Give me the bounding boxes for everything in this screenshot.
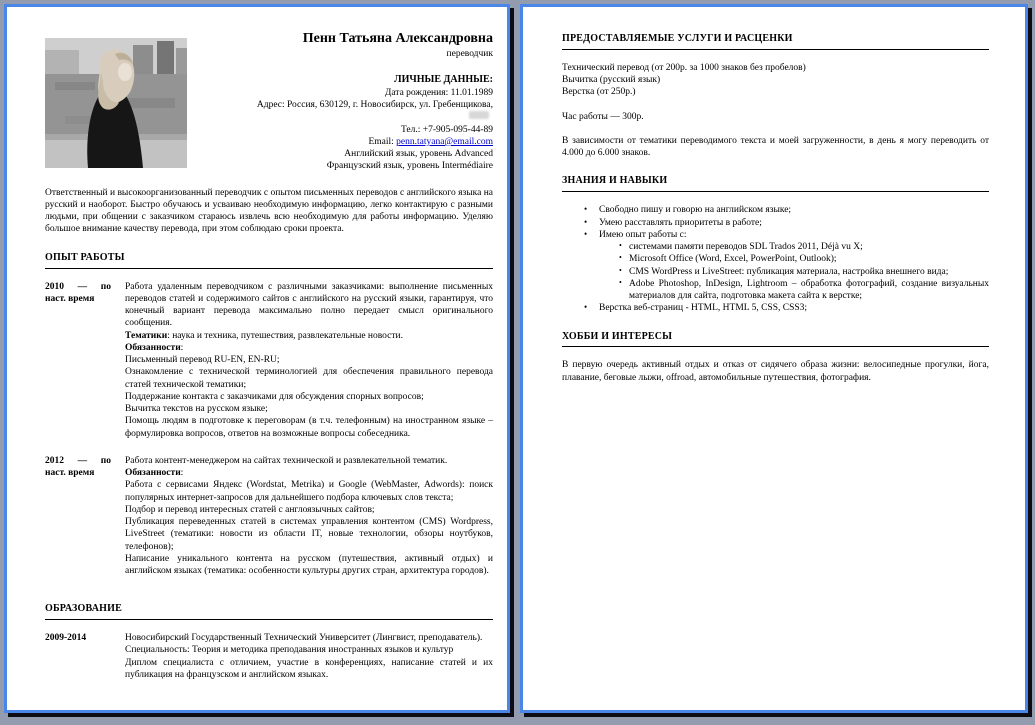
job-line: Письменный перевод RU-EN, EN-RU; <box>125 355 280 366</box>
birth-date: Дата рождения: 11.01.1989 <box>384 87 493 98</box>
hobbies-text: В первую очередь активный отдых и отказ от сидячего образа жизни: велосипедные прогулки, йога, плавание, беговые лыжи, offroad, автомобильные путешествия, фотография. <box>562 360 989 383</box>
service-item: Верстка (от 250р.) <box>562 87 636 98</box>
profile-photo-image <box>45 38 187 168</box>
bullet-icon: • <box>619 277 622 287</box>
experience-entry-1 <box>45 281 493 440</box>
skill-subitem: • CMS WordPress и LiveStreet: публикация материала, настройка внешнего вида; <box>619 265 949 277</box>
language-french: Французский язык, уровень Intermédiaire <box>326 161 493 172</box>
experience-description <box>125 281 493 440</box>
skill-item: • Верстка веб-страниц - HTML, HTML 5, CSS, CSS3; <box>584 302 808 314</box>
redacted-house-number <box>469 111 489 119</box>
section-heading-skills: ЗНАНИЯ И НАВЫКИ <box>562 175 989 192</box>
skill-item: • Умею расставлять приоритеты в работе; <box>584 216 762 228</box>
skill-subitem: • системами памяти переводов SDL Trados 2011, Déjà vu X; <box>619 241 863 253</box>
job-line: Поддержание контакта с заказчиками для обсуждения спорных вопросов; <box>125 391 424 402</box>
education-line: Специальность: Теория и методика преподавания иностранных языков и культур <box>125 645 454 656</box>
section-heading-experience: ОПЫТ РАБОТЫ <box>45 252 493 269</box>
experience-description <box>125 455 493 578</box>
redacted-house-number-line <box>187 111 493 123</box>
job-line: Ознакомление с технической терминологией для обеспечения правильного перевода статей технической тематики; <box>125 367 493 390</box>
bullet-icon: • <box>619 241 622 251</box>
job-line: Работа контент-менеджером на сайтах технической и развлекательной тематик. <box>125 455 448 466</box>
profile-summary: Ответственный и высокоорганизованный переводчик с опытом письменных переводов с английского языка на русский и наоборот. Быстро обучаюсь и усваиваю необходимую информацию, легко контактирую с разными людьми, при общении с заказчиком стараюсь извлечь всю необходимую для работы информацию. Уделяю большое внимание качеству перевода, при этом соблюдаю сроки проекта. <box>45 187 493 235</box>
person-role: переводчик <box>446 48 493 59</box>
education-line: Новосибирский Государственный Технический Университет (Лингвист, преподаватель). <box>125 633 483 644</box>
education-period: 2009-2014 <box>45 633 87 644</box>
resume-page-1 <box>4 4 510 713</box>
bullet-icon: • <box>584 204 588 215</box>
job-line: Обязанности: <box>125 468 184 479</box>
job-line: Вычитка текстов на русском языке; <box>125 404 268 415</box>
bullet-icon: • <box>619 265 622 275</box>
address: Адрес: Россия, 630129, г. Новосибирск, ул. Гребенщикова, <box>256 100 493 111</box>
section-heading-hobbies: ХОББИ И ИНТЕРЕСЫ <box>562 331 989 348</box>
job-line: Написание уникального контента на русском (путешествия, активный отдых) и английском языках (тематика: особенности культуры других стран, архитектура городов). <box>125 553 493 577</box>
service-item: Технический перевод (от 200р. за 1000 знаков без пробелов) <box>562 62 806 73</box>
email-link[interactable]: penn.tatyana@email.com <box>396 136 493 147</box>
job-line: Работа с сервисами Яндекс (Wordstat, Metrika) и Google (WebMaster, Adwords): поиск популярных интернет-запросов для дальнейшего подбора ключевых слов текста; <box>125 480 493 503</box>
job-line: Работа удаленным переводчиком с различными заказчиками: выполнение письменных переводов статей и содержимого сайтов с английского на русский языки, гарантируя, что конечный вариант перевода максимально полно передает смысл оригинального сообщения. <box>125 281 493 329</box>
personal-data-block <box>187 31 493 173</box>
hourly-rate: Час работы — 300р. <box>562 111 644 122</box>
experience-entry-2 <box>45 455 493 578</box>
job-line: Помощь людям в подготовке к переговорам (в т.ч. телефонным) на иностранном языке – формулировка вопросов, ответов на возможные вопросы собеседника. <box>125 416 493 439</box>
phone: Тел.: +7-905-095-44-89 <box>400 124 493 135</box>
education-line: Диплом специалиста с отличием, участие в конференциях, написание статей и их публикация на французском и английском языках. <box>125 657 493 680</box>
job-line: Тематики: наука и техника, путешествия, развлекательные новости. <box>125 330 403 341</box>
email-label: Email: <box>368 136 394 147</box>
resume-page-2 <box>520 4 1028 713</box>
bullet-icon: • <box>584 228 588 239</box>
capacity-note: В зависимости от тематики переводимого текста и моей загруженности, в день я могу переводить от 4.000 до 6.000 знаков. <box>562 135 989 159</box>
experience-period: 2012 — по наст. время <box>45 455 111 479</box>
profile-photo <box>45 38 187 168</box>
section-heading-services: ПРЕДОСТАВЛЯЕМЫЕ УСЛУГИ И РАСЦЕНКИ <box>562 33 989 50</box>
job-line: Публикация переведенных статей в системах управления контентом (CMS) Wordpress, LiveStreet (тематики: новости из области IT, новые технологии, обзоры ноутбуков, телефонов); <box>125 517 493 552</box>
bullet-icon: • <box>584 216 588 227</box>
job-line: Подбор и перевод интересных статей с англоязычных сайтов; <box>125 504 375 515</box>
person-name: Пенн Татьяна Александровна <box>302 31 493 46</box>
skill-subitem: • Microsoft Office (Word, Excel, PowerPoint, Outlook); <box>619 253 837 265</box>
resume-header <box>45 31 493 173</box>
email-line <box>187 136 493 148</box>
personal-data-heading: ЛИЧНЫЕ ДАННЫЕ: <box>394 74 493 86</box>
skill-subitem: • Adobe Photoshop, InDesign, Lightroom – обработка фотографий, создание визуальных материалов для сайта, подготовка макета сайта к верстке; <box>619 277 989 302</box>
experience-period: 2010 — по наст. время <box>45 281 111 304</box>
bullet-icon: • <box>619 253 622 263</box>
skill-item: • Имею опыт работы с: <box>584 228 687 240</box>
skill-item: • Свободно пишу и говорю на английском языке; <box>584 204 792 216</box>
bullet-icon: • <box>584 302 588 313</box>
service-item: Вычитка (русский язык) <box>562 75 661 86</box>
education-description <box>125 632 493 681</box>
job-line: Обязанности: <box>125 342 184 353</box>
education-entry <box>45 632 493 681</box>
section-heading-education: ОБРАЗОВАНИЕ <box>45 603 493 620</box>
language-english: Английский язык, уровень Advanced <box>344 149 493 160</box>
